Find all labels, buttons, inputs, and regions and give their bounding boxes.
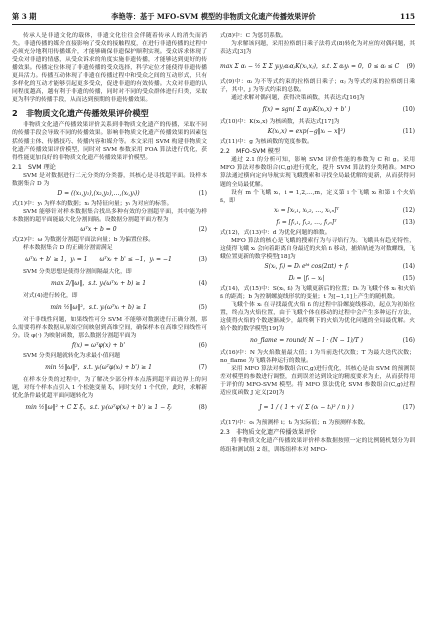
equation-number: (16) xyxy=(402,337,415,345)
paragraph: 式(9)中：αᵢ 为不等式约束的拉格朗日乘子；αⱼ 为等式约束的拉格朗日乘子，其中，j 为等式约束的总数。 xyxy=(220,79,415,94)
subsection-heading: 2.3 非物质文化遗产传播效果评价 xyxy=(220,429,317,437)
paragraph: SVM 分类思想是使得分割间隔最大化，即 xyxy=(23,268,132,275)
equation-body: min ½‖ω‖² + C Σ ξᵢ，s.t. yᵢ(ωᵀφ(xᵢ) + b') ≥ 1 − ξᵢ xyxy=(25,404,172,412)
equation-body: fᵢ = [fᵢ,₁, fᵢ,₂, …, fᵢ,ₙ]ᵀ xyxy=(276,218,337,226)
left-column xyxy=(12,32,207,416)
subsection-heading: 2.2 MFO-SVM 模型 xyxy=(220,148,281,156)
subsection-heading: 2.1 SVM 理论 xyxy=(12,163,56,171)
equation xyxy=(12,340,207,352)
paragraph: SVM 分类问题就转化为求最小值问题 xyxy=(23,353,121,360)
equation-body: xᵢ = [xᵢ,₁, xᵢ,₂, …, xᵢ,ₙ]ᵀ xyxy=(274,206,339,214)
equation xyxy=(220,273,415,285)
equation xyxy=(220,205,415,217)
equation-body: J = 1 / ( 1 + √( Σ (oᵢ − tᵢ)² / n ) ) xyxy=(259,404,354,412)
paragraph: SVM 能够针对样本数据集合找出多种有效的分割超平面，其中能为样本数据的超平面能最大化分割间隔。设数据分割超平面方程为 xyxy=(12,208,207,223)
paragraph: 传承人是非遗文化的载体，非遗文化往往会伴随着传承人的消失而消失。非遗传播的媒介直接影响了受众的接触程度，在进行非遗传播的过程中必须充分地利用传播媒介，才能够确保非遗保护顺利实现。受众诉求体现了受众对非遗的情感，从受众诉求的角度实施非遗传播，才能够达到更好的传播效果。传播定位体现了非遗传播的受众选择，科学定位才能使得非遗传播更具活力。传播互动体现了非遗在传播过程中和受众之间的互动形式，只有多样化的互动才能够引起更多受众，促进非遗的有效传播。大众对非遗的认同程度越高，越有利于非遗的传播，同时对不同的受众群体进行归类，采取更为科学的传播手段，从而达到预期的非遗传播效果。 xyxy=(12,33,207,104)
page-header xyxy=(12,10,415,25)
equation-body: max 2/‖ω‖，s.t. yᵢ(ωᵀxᵢ + b) ≥ 1 xyxy=(50,280,147,288)
equation-body: S(xᵢ, fᵢ) = Dᵢ eᵇᵗ cos(2πt) + fᵢ xyxy=(264,262,349,270)
equation xyxy=(12,400,207,416)
equation xyxy=(12,188,207,200)
equation-number: (17) xyxy=(402,404,415,412)
paragraph: SVM 是对数据进行二元分类的分类器，其核心是寻找超平面。设样本数据集合 D 为 xyxy=(12,172,207,187)
equation-number: (5) xyxy=(198,304,207,312)
equation-body: min ½‖ω‖²，s.t. yᵢ(ωᵀxᵢ + b) ≥ 1 xyxy=(50,304,147,312)
equation-number: (4) xyxy=(198,280,207,288)
paragraph: 非物质文化遗产传播效果评价关系到非物质文化遗产的传播，采取不同的传播手段会导致不同的传播效果。影响非物质文化遗产传播效果的因素包括传播主体、传播技巧、传播内容和媒介等。本文采用 SVM 构建非物质文化遗产传播效果评价模型，同时对 SVM 参数采用 FOA 算法进行优化，获得性能更加良好的非物质文化遗产传播效果评价模型。 xyxy=(12,122,207,161)
paragraph: 为求解该问题，采用拉格朗日乘子法将式(8)转化为对应的对偶问题，其表达式[3]为 xyxy=(220,41,415,56)
equation-body: Dᵢ = |fᵢ − xᵢ| xyxy=(288,274,325,282)
equation xyxy=(12,300,207,316)
paragraph: 采用 MFO 算法对参数组合(C,g)进行优化，其核心是由 SVM 的预测误差对模型的参数进行调整，直到误差达到设定的精度要求为止，从而获得用于评价的 MFO-SVM 模型。将 MFO 算法优化 SVM 参数组合(C,g)过程适应度函数 J 定义[20]为 xyxy=(220,366,415,397)
equation xyxy=(220,102,415,118)
equation-body: f(x) = sgn( Σ αᵢyᵢK(xᵢ,x) + b' ) xyxy=(262,106,351,114)
paragraph: 式(16)中：N 为火焰数量最大值；l 为当前迭代次数；T 为最大迭代次数；no_flame 为飞蛾各种运行的数量。 xyxy=(220,350,415,365)
equation-body: min ½‖ω‖²，s.t. yᵢ(ωᵀφ(xᵢ) + b') ≥ 1 xyxy=(45,364,152,372)
paragraph: 式(17)中：oᵢ 为预测样 i；tᵢ 为实际值；n 为预测样本数。 xyxy=(220,420,369,427)
equation xyxy=(12,224,207,236)
equation-number: (11) xyxy=(402,128,415,136)
equation-number: (15) xyxy=(402,274,415,282)
paragraph: 式(2)中：ω 为数据分割超平面法向量；b 为偏置位移。 xyxy=(12,236,155,243)
equation-number: (9) xyxy=(406,63,415,71)
equation-number: (3) xyxy=(198,255,207,263)
paragraph: 式(12)，式(13)中：d 为优化问题的维数。 xyxy=(220,229,331,236)
page-number: 115 xyxy=(399,12,415,21)
equation-body: D = ((x₁,y₁),(x₂,y₂),…,(xᵢ,yᵢ)) xyxy=(57,189,140,197)
paragraph: 将非物质文化遗产传播效果评价样本数据按照一定的比例随机划分为训练组和测试组 2 组，训练组样本对 MFO- xyxy=(220,438,415,453)
equation-body: K(xᵢ,x) = exp(−g‖xᵢ − x‖²) xyxy=(267,128,346,136)
paragraph: 飞蛾个体 xᵢ 在寻找最优火焰 fᵢ 的过程中沿螺旋线移动，起点为初始位置，终点为火焰位置，由于飞蛾个体在移动的过程中会产生多种运行方法，这使得火焰的个数逐渐减少，最终剩下的火焰为优化问题的全局最优解。火焰个数的数学模型[19]为 xyxy=(220,301,415,333)
equation-number: (13) xyxy=(402,218,415,226)
section-heading: 2 非物质文化遗产传播效果评价模型 xyxy=(12,108,149,119)
equation-body: f(x) = ωᵀφ(x) + b' xyxy=(71,342,126,350)
equation-number: (1) xyxy=(198,189,207,197)
paragraph: 式(10)中：K(xᵢ,x) 为核函数，其表达式[17]为 xyxy=(220,119,340,126)
equation-number: (10) xyxy=(402,106,415,114)
equation xyxy=(220,333,415,349)
equation-body: max Σ αᵢ − ½ Σ Σ yᵢyⱼαᵢαⱼK(xᵢ,xⱼ)，s.t. Σ αᵢyᵢ = 0，0 ≤ αᵢ ≤ C xyxy=(220,63,400,71)
paragraph: 式(11)中：g 为核函数的宽度参数。 xyxy=(220,139,313,146)
paragraph: 式(1)中：yᵢ 为样本的数据；xᵢ 为特征向量；yᵢ 为对应的标签。 xyxy=(12,200,173,207)
equation-number: (14) xyxy=(402,262,415,270)
equation-number: (7) xyxy=(198,364,207,372)
equation xyxy=(220,56,415,78)
equation xyxy=(220,261,415,273)
paragraph: 式(14)，式(15)中：S(xᵢ, fᵢ) 为飞蛾更新后的位置；Dᵢ 为飞蛾个体 xᵢ 和火焰 fᵢ 的距离；b 为控制螺旋线形状的变量；t 为[−1,1]上产生的随机数。 xyxy=(220,285,415,300)
equation xyxy=(12,252,207,268)
paragraph: 设有 m 个飞蛾 xᵢ，i = 1,2,…,m，定义第 i 个飞蛾 xᵢ 和第 i 个火焰 fᵢ，即 xyxy=(220,189,415,204)
paragraph: 样本数据集合 D 的正确分割需满足 xyxy=(23,244,113,251)
running-title: 李艳等：基于 MFO-SVM 模型的非物质文化遗产传播效果评价 xyxy=(111,12,316,21)
paragraph: MFO 算法的核心是飞蛾的搜索行为与寻焰行为。飞蛾具有趋光特性，这使得飞蛾 xᵢ 会向着距离自身最近的火焰 fᵢ 移动，捕焰轨迹为对数螺线，飞蛾位置更新的数学模型[18]为 xyxy=(220,237,415,260)
equation xyxy=(220,126,415,138)
paragraph: 对式(4)进行转化，即 xyxy=(23,293,78,300)
equation xyxy=(12,276,207,292)
paragraph: 通过 2.1 的分析可知，影响 SVM 评价性能的参数为 C 和 g。采用 MFO 算法对参数组合(C,g)进行优化，提升 SVM 算法的分类精准。MFO 算法通过横向定向导航实现飞蛾搜索和寻找全局最优解的更新，从而获得问题的全局最优解。 xyxy=(220,157,415,188)
paragraph: 对于非线性问题，如果线性可分 SVM 不能够对数据进行正确分割，那么需要将样本数据从原始空间映射到高维空间，确保样本在高维空间线性可分。设 φ(·) 为映射函数，那么数据分割超平面为 xyxy=(12,317,207,340)
equation xyxy=(12,360,207,376)
paragraph: 通过求解对偶问题，获得决策函数，其表达式[16]为 xyxy=(231,95,365,102)
equation-number: (8) xyxy=(198,404,207,412)
equation xyxy=(220,217,415,229)
equation-number: (12) xyxy=(402,206,415,214)
equation-body: ωᵀx + b = 0 xyxy=(80,225,117,233)
equation-body: ωᵀxᵢ + b' ≥ 1，yᵢ = 1 ωᵀxᵢ + b' ≤ −1，yᵢ = −1 xyxy=(25,255,172,263)
equation-number: (6) xyxy=(198,342,207,350)
equation-number: (2) xyxy=(198,225,207,233)
right-column xyxy=(220,32,415,454)
equation xyxy=(220,397,415,419)
issue-label: 第 3 期 xyxy=(12,12,37,21)
equation-body: no_flame = round( N − l · (N − 1)/T ) xyxy=(249,337,364,345)
paragraph: 在样本分类的过程中，为了解决少部分样本点落到超平面边界上的问题，对每个样本点引入 1 个松弛变量 ξᵢ，同时支付 1 个代价，此时，求解新优化条件最优超平面问题转化为 xyxy=(12,377,207,400)
paragraph: 式(8)中：C 为惩罚系数。 xyxy=(220,33,287,39)
